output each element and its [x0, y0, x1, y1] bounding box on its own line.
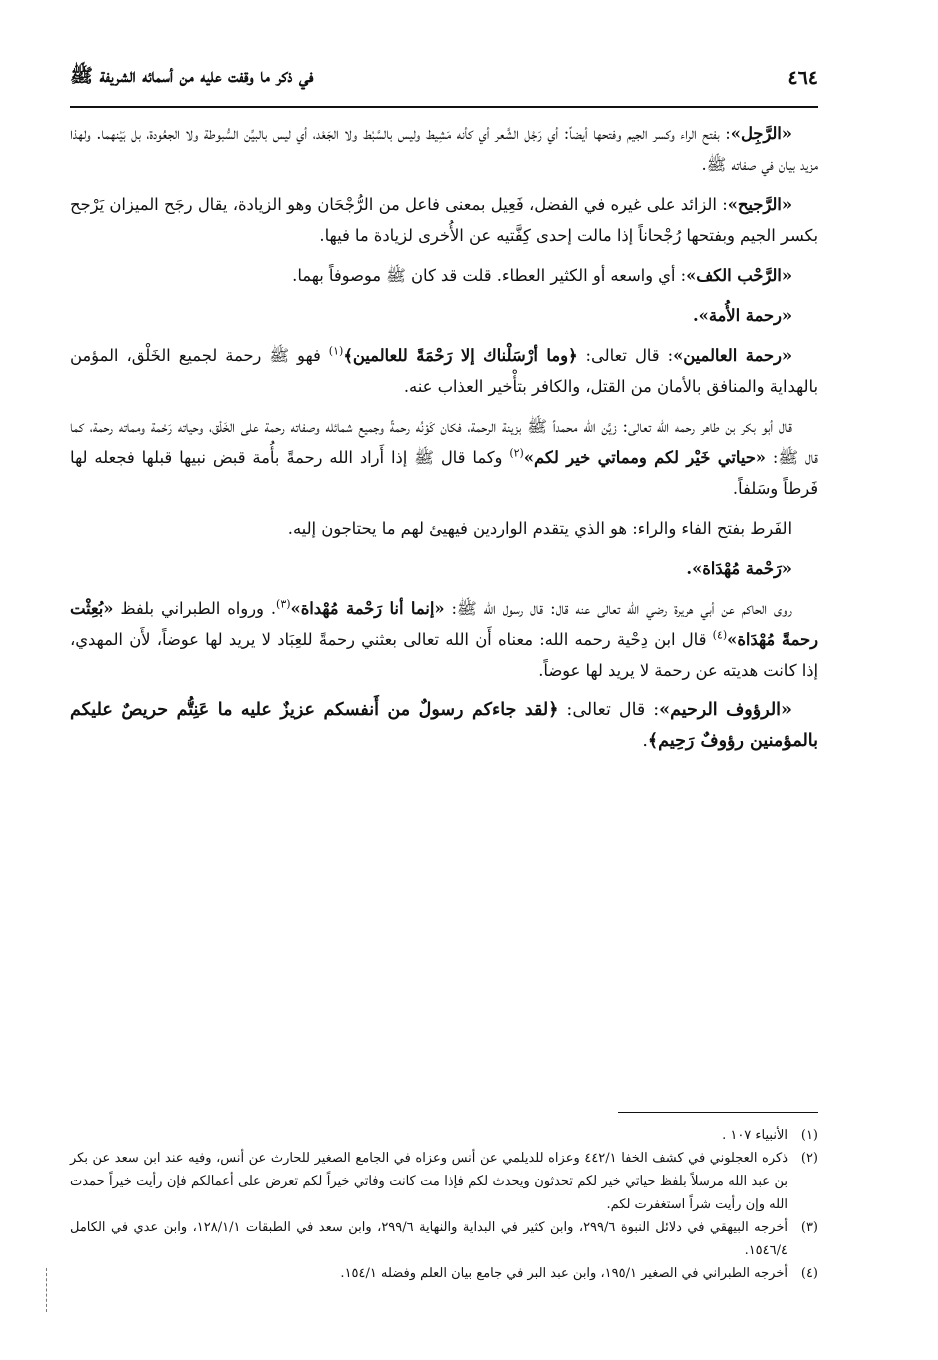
- footnote-4: [70, 1262, 818, 1285]
- paragraph-text: وكما قال ﷺ إذا أَراد الله رحمةً بأُمة قبض نبيها قبلها فجعله لها فَرطاً وسَلفاً.: [70, 448, 818, 498]
- footnote-text: أخرجه البيهقي في دلائل النبوة ٢٩٩/٦، وابن كثير في البداية والنهاية ٢٩٩/٦، وابن سعد في الطبقات ١٢٨/١/١، وابن عدي في الكامل ١٥٤٦/٤.: [70, 1220, 788, 1258]
- footnote-number: (٢): [800, 1151, 818, 1166]
- footnote-ref[interactable]: (٤): [712, 628, 728, 642]
- hadith-quote: «حياتي خَيْر لكم ومماتي خير لكم»: [523, 448, 766, 467]
- entry-text: : قال تعالى:: [577, 346, 674, 365]
- page-number: ٤٦٤: [787, 67, 818, 89]
- quran-quote: ﴿وما أرْسَلْناك إلا رَحْمَةً للعالمين﴾: [343, 346, 578, 365]
- entry-term: «الرؤوف الرحيم»: [659, 700, 792, 720]
- running-title: في ذكر ما وقفت عليه من أسمائه الشريفة ﷺ: [70, 65, 314, 87]
- footnotes: [70, 1124, 818, 1285]
- quran-quote: ﴿لقد جاءكم رسولٌ من أَنفسكم عزيزٌ عليه ما عَنِتُّم حريصٌ عليكم بالمؤمنين رؤوفٌ رَحِيم﴾: [70, 700, 818, 751]
- entry-rahmat-al-alamin: [70, 340, 818, 402]
- entry-text: : قال تعالى:: [558, 700, 660, 720]
- footnote-number: (١): [800, 1128, 818, 1143]
- footnote-text: ذكره العجلوني في كشف الخفا ٤٤٢/١ وعزاه للديلمي عن أنس وعزاه في الجامع الصغير للحارث عن أنس، وفيه عند ابن سعد عن بكر بن عبد الله مرسلاً بلفظ حياتي خير لكم تحدثون ويحدث لكم فإذا مت كانت وفاتي خيراً لكم تعرض على أعمالكم فإن رأيت خيراً حمدت الله وإن رأيت شراً استغفرت لكم.: [70, 1151, 788, 1212]
- entry-term: «الرَّجِل»: [730, 124, 792, 143]
- entry-term: «الرَّحْب الكف»: [686, 266, 792, 285]
- paragraph-text: قال أبو بكر بن طاهر رحمه الله تعالى: زيَّن الله محمداً ﷺ بزينة الرحمة، فكان كَوْنُه رحمةً وجميع شمائله وصفاته رحمة على الخَلْق، وحياته رَحْمة ومماته رحمة، كما قال ﷺ:: [70, 417, 818, 467]
- main-text: [70, 118, 818, 1110]
- entry-text: : بفتح الراء وكسر الجيم وفتحها أيضاً: أي رَجْل الشَّعر أي كأنه مَشِيط وليس بالسَّبْط ولا الجَعْد، أي ليس بالبيِّن السُّبوطة ولا الجعُودة، بل بَيْنهما. ولهذا مزيد بيان في صفاته ﷺ.: [70, 124, 818, 174]
- paragraph-text: روى الحاكم عن أبي هريرة رضي الله تعالى عنه قال: قال رسول الله ﷺ:: [444, 599, 792, 618]
- hadith-quote: «إنما أنا رَحْمة مُهْداة»: [290, 599, 445, 618]
- abu-bakr-quote-paragraph: [70, 411, 818, 504]
- entry-text: .: [642, 731, 648, 751]
- footnote-2: [70, 1147, 818, 1216]
- al-farat-definition: الفَرط بفتح الفاء والراء: هو الذي يتقدم الواردين فيهيئ لهم ما يحتاجون إليه.: [287, 519, 792, 538]
- footnote-number: (٤): [800, 1266, 818, 1281]
- header-rule: [70, 106, 818, 108]
- running-header: [70, 60, 818, 96]
- paragraph-text: . ورواه الطبراني بلفظ: [113, 599, 277, 618]
- entry-al-rajih: [70, 189, 818, 251]
- footnote-text: أخرجه الطبراني في الصغير ١٩٥/١، وابن عبد البر في جامع بيان العلم وفضله ١٥٤/١.: [340, 1266, 788, 1281]
- entry-rahmat-al-umma: «رحمة الأُمة».: [692, 306, 792, 325]
- entry-term: «رحمة العالمين»: [673, 346, 792, 365]
- scan-edge-mark: [46, 1268, 47, 1312]
- entry-text: : الزائد على غيره في الفضل، فَعِيل بمعنى فاعل من الرُّجْحَان وهو الزيادة، يقال رجَح الميزان يَرْجح بكسر الجيم وبفتحها رُجْحاناً إذا مالت إحدى كِفَّتيه عن الأُخرى لزيادة ما فيها.: [70, 195, 818, 245]
- entry-text: : أي واسعه أو الكثير العطاء. قلت قد كان ﷺ موصوفاً بهما.: [292, 266, 687, 285]
- entry-al-rauf-al-rahim: [70, 695, 818, 757]
- footnote-ref[interactable]: (٣): [276, 597, 291, 611]
- hadith-quote: «بُعِثْت رحمةً مُهْدَاة»: [70, 599, 818, 649]
- entry-al-rahb-al-kaff: [70, 260, 818, 291]
- entry-rahma-muhdah: «رَحْمة مُهْدَاة».: [686, 559, 792, 578]
- entry-text: فهو ﷺ رحمة لجميع الخَلْق، المؤمن بالهداية والمنافق بالأمان من القتل، والكافر بتأْخير العذاب عنه.: [70, 346, 818, 396]
- paragraph-text: قال ابن دِحْية رحمه الله: معناه أَن الله تعالى بعثني رحمةً للعِبَاد لا يريد لها عوضاً، لأَن المهدي، إذا كانت هديته عن رحمة لا يريد لها عوضاً.: [70, 630, 818, 680]
- footnote-3: [70, 1216, 818, 1262]
- hakim-narration-paragraph: [70, 593, 818, 686]
- entry-term: «الرَّجيح»: [727, 195, 792, 214]
- footnote-separator: [618, 1112, 818, 1113]
- footnote-ref[interactable]: (١): [328, 344, 344, 358]
- footnote-text: الأنبياء ١٠٧ .: [722, 1128, 788, 1143]
- entry-al-rajil: [70, 118, 818, 180]
- footnote-number: (٣): [800, 1220, 818, 1235]
- footnote-ref[interactable]: (٢): [509, 446, 524, 460]
- footnote-1: [70, 1124, 818, 1147]
